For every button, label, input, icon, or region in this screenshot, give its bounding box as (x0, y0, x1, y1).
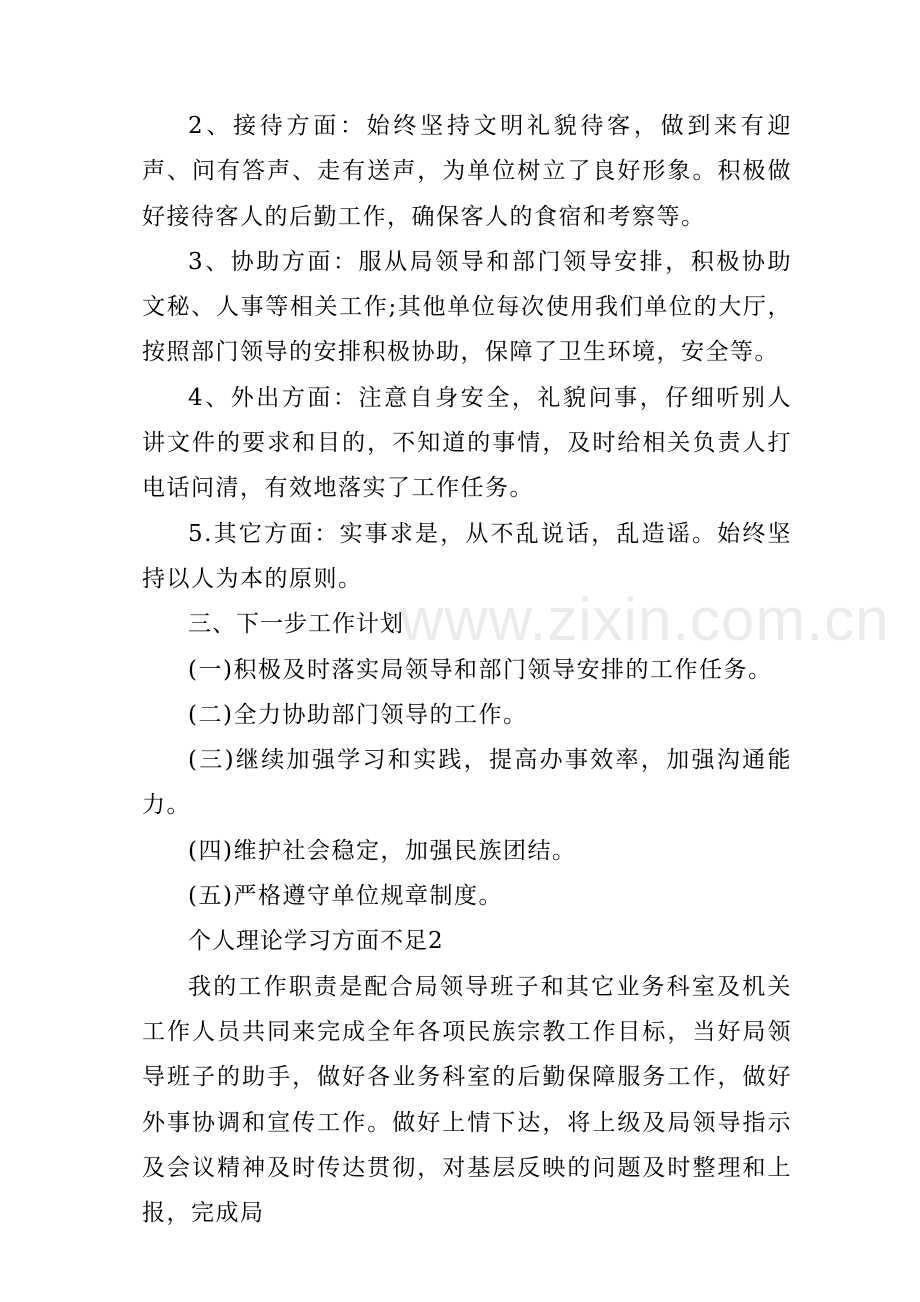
plan-item-4: (四)维护社会稳定，加强民族团结。 (188, 837, 577, 864)
plan-item-2: (二)全力协助部门领导的工作。 (188, 701, 528, 728)
paragraph-job-duties: 我的工作职责是配合局领导班子和其它业务科室及机关工作人员共同来完成全年各项民族宗教工作目标，当好局领导班子的助手，做好各业务科室的后勤保障服务工作，做好外事协调和宣传工作。做好上情下达，将上级及局领导指示及会议精神及时传达贯彻，对基层反映的问题及时整理和上报，完成局 (142, 973, 792, 1227)
watermark-text: www.zixin.com.cn (400, 586, 890, 653)
plan-item-1: (一)积极及时落实局领导和部门领导安排的工作任务。 (188, 656, 773, 683)
document-body (142, 104, 792, 1236)
paragraph-reception: 2、接待方面：始终坚持文明礼貌待客，做到来有迎声、问有答声、走有送声，为单位树立了良好形象。积极做好接待客人的后勤工作，确保客人的食宿和考察等。 (142, 113, 792, 230)
plan-item-5: (五)严格遵守单位规章制度。 (188, 883, 503, 910)
paragraph-other: 5.其它方面：实事求是，从不乱说话，乱造谣。始终坚持以人为本的原则。 (142, 520, 792, 592)
section-heading-next-plan: 三、下一步工作计划 (188, 611, 404, 638)
paragraph-assistance: 3、协助方面：服从局领导和部门领导安排，积极协助文秘、人事等相关工作;其他单位每次使用我们单位的大厅，按照部门领导的安排积极协助，保障了卫生环境，安全等。 (142, 248, 792, 366)
plan-item-3: (三)继续加强学习和实践，提高办事效率，加强沟通能力。 (142, 747, 792, 819)
paragraph-outings: 4、外出方面：注意自身安全，礼貌问事，仔细听别人讲文件的要求和目的，不知道的事情，及时给相关负责人打电话问清，有效地落实了工作任务。 (142, 384, 792, 502)
section-heading-theory-study: 个人理论学习方面不足2 (188, 928, 444, 955)
